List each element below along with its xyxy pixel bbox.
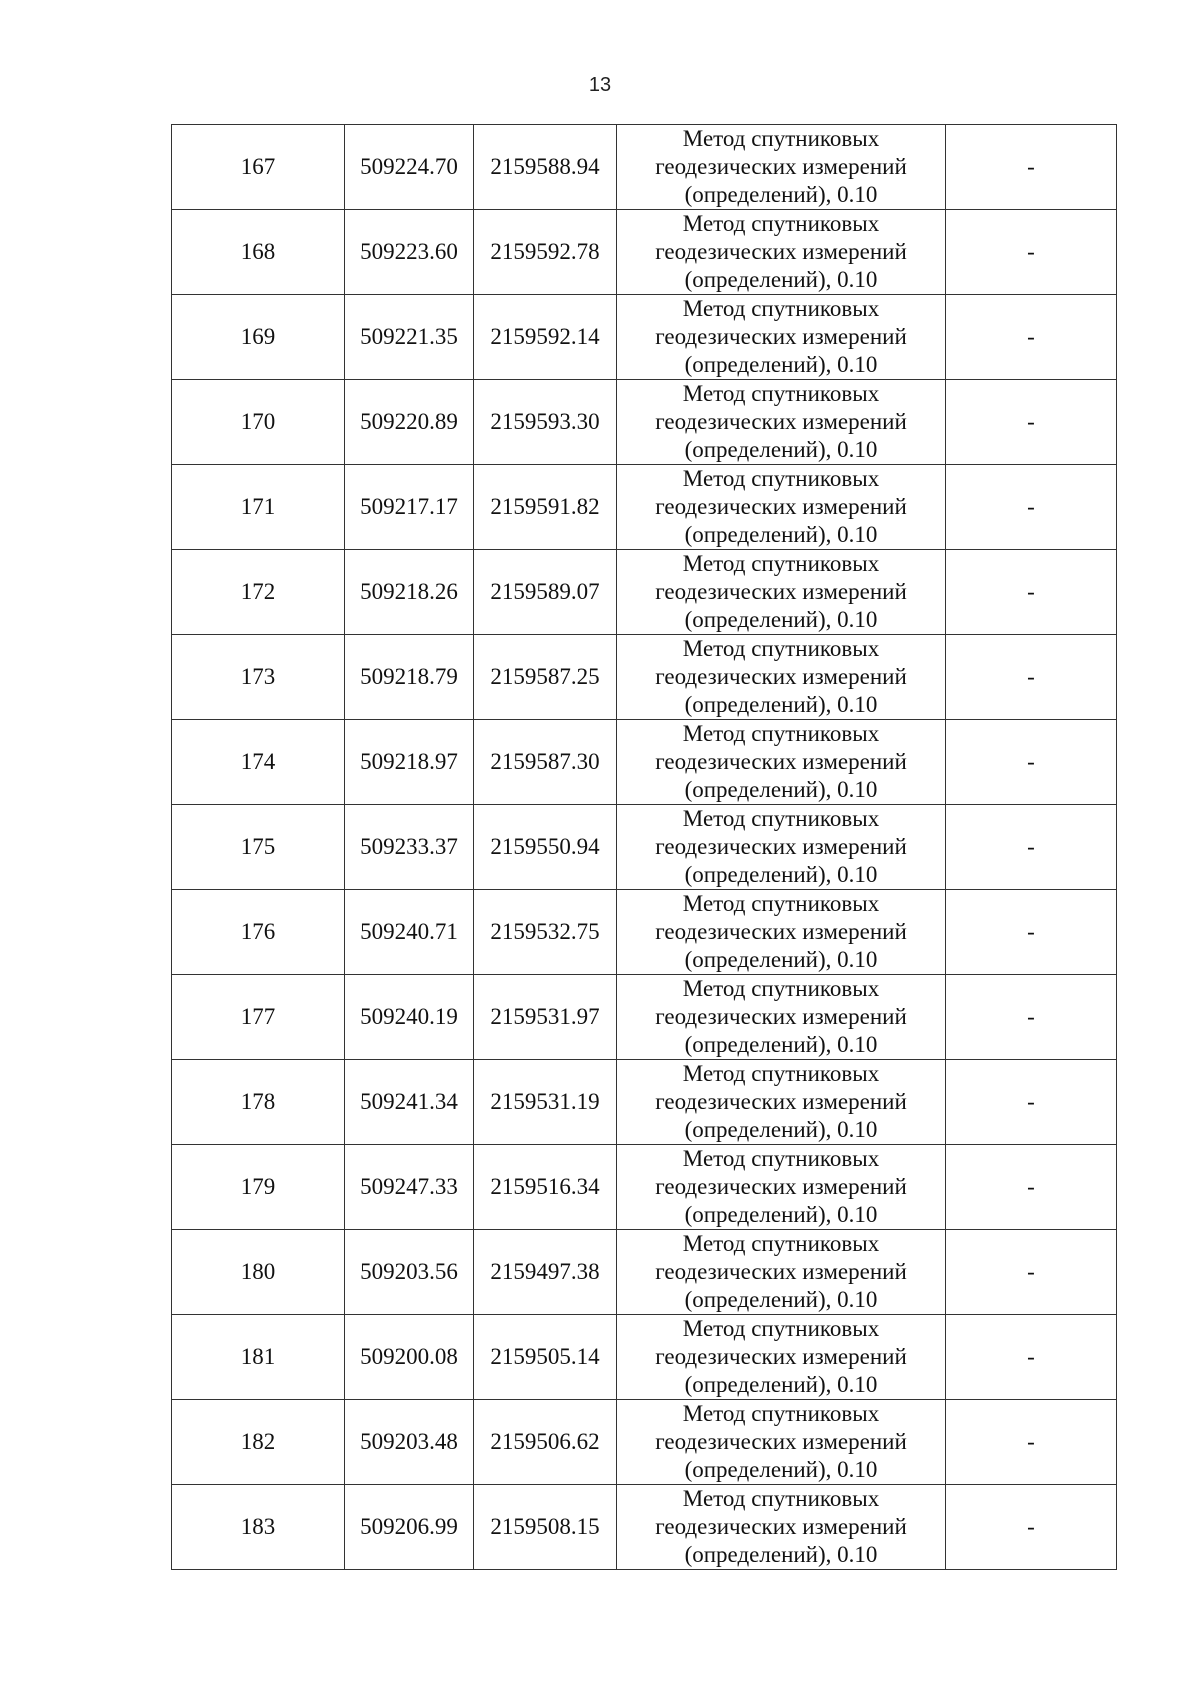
method-line: Метод спутниковых — [682, 806, 880, 831]
method-line: (определений), 0.10 — [684, 607, 878, 632]
y-coordinate-cell: 2159592.14 — [474, 295, 617, 380]
y-coordinate-cell: 2159497.38 — [474, 1230, 617, 1315]
point-number-cell: 182 — [172, 1400, 345, 1485]
method-line: (определений), 0.10 — [684, 1032, 878, 1057]
table-row — [172, 1060, 1117, 1145]
x-coordinate-cell: 509217.17 — [345, 465, 474, 550]
method-line: геодезических измерений — [655, 1259, 907, 1284]
description-cell: - — [946, 805, 1117, 890]
method-line: Метод спутниковых — [682, 1231, 880, 1256]
table-row — [172, 550, 1117, 635]
method-line: Метод спутниковых — [682, 1146, 880, 1171]
y-coordinate-cell: 2159593.30 — [474, 380, 617, 465]
x-coordinate-cell: 509233.37 — [345, 805, 474, 890]
method-cell — [617, 1230, 946, 1315]
y-coordinate-cell: 2159516.34 — [474, 1145, 617, 1230]
point-number-cell: 174 — [172, 720, 345, 805]
x-coordinate-cell: 509240.71 — [345, 890, 474, 975]
point-number-cell: 180 — [172, 1230, 345, 1315]
x-coordinate-cell: 509223.60 — [345, 210, 474, 295]
method-line: геодезических измерений — [655, 664, 907, 689]
point-number-cell: 168 — [172, 210, 345, 295]
point-number-cell: 181 — [172, 1315, 345, 1400]
table-row — [172, 1145, 1117, 1230]
method-line: (определений), 0.10 — [684, 692, 878, 717]
description-cell: - — [946, 635, 1117, 720]
table-row — [172, 890, 1117, 975]
method-line: (определений), 0.10 — [684, 947, 878, 972]
method-line: геодезических измерений — [655, 1174, 907, 1199]
table-row — [172, 1230, 1117, 1315]
method-line: Метод спутниковых — [682, 891, 880, 916]
y-coordinate-cell: 2159588.94 — [474, 125, 617, 210]
method-cell — [617, 125, 946, 210]
method-cell — [617, 1315, 946, 1400]
method-cell — [617, 805, 946, 890]
method-line: (определений), 0.10 — [684, 1117, 878, 1142]
point-number-cell: 183 — [172, 1485, 345, 1570]
method-cell — [617, 890, 946, 975]
method-line: геодезических измерений — [655, 494, 907, 519]
description-cell: - — [946, 550, 1117, 635]
method-line: (определений), 0.10 — [684, 1372, 878, 1397]
x-coordinate-cell: 509203.56 — [345, 1230, 474, 1315]
point-number-cell: 177 — [172, 975, 345, 1060]
method-cell — [617, 1060, 946, 1145]
y-coordinate-cell: 2159505.14 — [474, 1315, 617, 1400]
description-cell: - — [946, 125, 1117, 210]
method-line: (определений), 0.10 — [684, 1542, 878, 1567]
method-line: (определений), 0.10 — [684, 862, 878, 887]
x-coordinate-cell: 509240.19 — [345, 975, 474, 1060]
method-line: Метод спутниковых — [682, 551, 880, 576]
y-coordinate-cell: 2159506.62 — [474, 1400, 617, 1485]
method-cell — [617, 295, 946, 380]
description-cell: - — [946, 295, 1117, 380]
method-line: геодезических измерений — [655, 239, 907, 264]
point-number-cell: 175 — [172, 805, 345, 890]
description-cell: - — [946, 1400, 1117, 1485]
y-coordinate-cell: 2159550.94 — [474, 805, 617, 890]
x-coordinate-cell: 509206.99 — [345, 1485, 474, 1570]
description-cell: - — [946, 1315, 1117, 1400]
method-line: Метод спутниковых — [682, 466, 880, 491]
method-cell — [617, 210, 946, 295]
table-row — [172, 380, 1117, 465]
method-cell — [617, 1145, 946, 1230]
method-line: Метод спутниковых — [682, 1061, 880, 1086]
method-line: геодезических измерений — [655, 1344, 907, 1369]
description-cell: - — [946, 1230, 1117, 1315]
table-body — [172, 125, 1117, 1570]
description-cell: - — [946, 890, 1117, 975]
x-coordinate-cell: 509220.89 — [345, 380, 474, 465]
method-line: (определений), 0.10 — [684, 1287, 878, 1312]
x-coordinate-cell: 509247.33 — [345, 1145, 474, 1230]
page-number: 13 — [588, 74, 612, 96]
point-number-cell: 172 — [172, 550, 345, 635]
method-cell — [617, 635, 946, 720]
method-line: Метод спутниковых — [682, 381, 880, 406]
y-coordinate-cell: 2159589.07 — [474, 550, 617, 635]
table-row — [172, 465, 1117, 550]
method-line: Метод спутниковых — [682, 976, 880, 1001]
y-coordinate-cell: 2159508.15 — [474, 1485, 617, 1570]
table-row — [172, 720, 1117, 805]
description-cell: - — [946, 380, 1117, 465]
method-line: (определений), 0.10 — [684, 1202, 878, 1227]
y-coordinate-cell: 2159587.25 — [474, 635, 617, 720]
method-line: геодезических измерений — [655, 1004, 907, 1029]
method-line: Метод спутниковых — [682, 211, 880, 236]
description-cell: - — [946, 720, 1117, 805]
x-coordinate-cell: 509218.26 — [345, 550, 474, 635]
method-cell — [617, 975, 946, 1060]
method-line: (определений), 0.10 — [684, 777, 878, 802]
method-line: геодезических измерений — [655, 324, 907, 349]
y-coordinate-cell: 2159587.30 — [474, 720, 617, 805]
point-number-cell: 179 — [172, 1145, 345, 1230]
point-number-cell: 167 — [172, 125, 345, 210]
point-number-cell: 171 — [172, 465, 345, 550]
method-line: Метод спутниковых — [682, 1401, 880, 1426]
point-number-cell: 173 — [172, 635, 345, 720]
method-line: (определений), 0.10 — [684, 352, 878, 377]
description-cell: - — [946, 465, 1117, 550]
method-cell — [617, 380, 946, 465]
method-line: геодезических измерений — [655, 919, 907, 944]
method-line: геодезических измерений — [655, 749, 907, 774]
method-line: Метод спутниковых — [682, 1486, 880, 1511]
method-cell — [617, 720, 946, 805]
table-row — [172, 1400, 1117, 1485]
point-number-cell: 178 — [172, 1060, 345, 1145]
method-line: Метод спутниковых — [682, 1316, 880, 1341]
table-row — [172, 805, 1117, 890]
point-number-cell: 169 — [172, 295, 345, 380]
coordinates-table — [171, 124, 1117, 1570]
point-number-cell: 176 — [172, 890, 345, 975]
table-row — [172, 210, 1117, 295]
method-cell — [617, 550, 946, 635]
table-row — [172, 975, 1117, 1060]
method-line: геодезических измерений — [655, 579, 907, 604]
y-coordinate-cell: 2159531.97 — [474, 975, 617, 1060]
description-cell: - — [946, 1060, 1117, 1145]
method-line: (определений), 0.10 — [684, 522, 878, 547]
x-coordinate-cell: 509200.08 — [345, 1315, 474, 1400]
method-cell — [617, 465, 946, 550]
method-line: геодезических измерений — [655, 1429, 907, 1454]
y-coordinate-cell: 2159531.19 — [474, 1060, 617, 1145]
method-line: (определений), 0.10 — [684, 437, 878, 462]
description-cell: - — [946, 1485, 1117, 1570]
description-cell: - — [946, 975, 1117, 1060]
x-coordinate-cell: 509218.79 — [345, 635, 474, 720]
x-coordinate-cell: 509241.34 — [345, 1060, 474, 1145]
method-line: геодезических измерений — [655, 1089, 907, 1114]
y-coordinate-cell: 2159592.78 — [474, 210, 617, 295]
table-row — [172, 1315, 1117, 1400]
x-coordinate-cell: 509221.35 — [345, 295, 474, 380]
x-coordinate-cell: 509218.97 — [345, 720, 474, 805]
method-line: геодезических измерений — [655, 1514, 907, 1539]
point-number-cell: 170 — [172, 380, 345, 465]
table-row — [172, 635, 1117, 720]
y-coordinate-cell: 2159591.82 — [474, 465, 617, 550]
method-line: Метод спутниковых — [682, 296, 880, 321]
method-line: Метод спутниковых — [682, 636, 880, 661]
description-cell: - — [946, 1145, 1117, 1230]
method-line: геодезических измерений — [655, 834, 907, 859]
method-line: (определений), 0.10 — [684, 182, 878, 207]
description-cell: - — [946, 210, 1117, 295]
x-coordinate-cell: 509203.48 — [345, 1400, 474, 1485]
method-line: геодезических измерений — [655, 409, 907, 434]
x-coordinate-cell: 509224.70 — [345, 125, 474, 210]
table-row — [172, 295, 1117, 380]
method-line: (определений), 0.10 — [684, 1457, 878, 1482]
method-line: геодезических измерений — [655, 154, 907, 179]
method-line: Метод спутниковых — [682, 126, 880, 151]
method-cell — [617, 1485, 946, 1570]
table-row — [172, 125, 1117, 210]
method-cell — [617, 1400, 946, 1485]
method-line: Метод спутниковых — [682, 721, 880, 746]
y-coordinate-cell: 2159532.75 — [474, 890, 617, 975]
table-row — [172, 1485, 1117, 1570]
method-line: (определений), 0.10 — [684, 267, 878, 292]
